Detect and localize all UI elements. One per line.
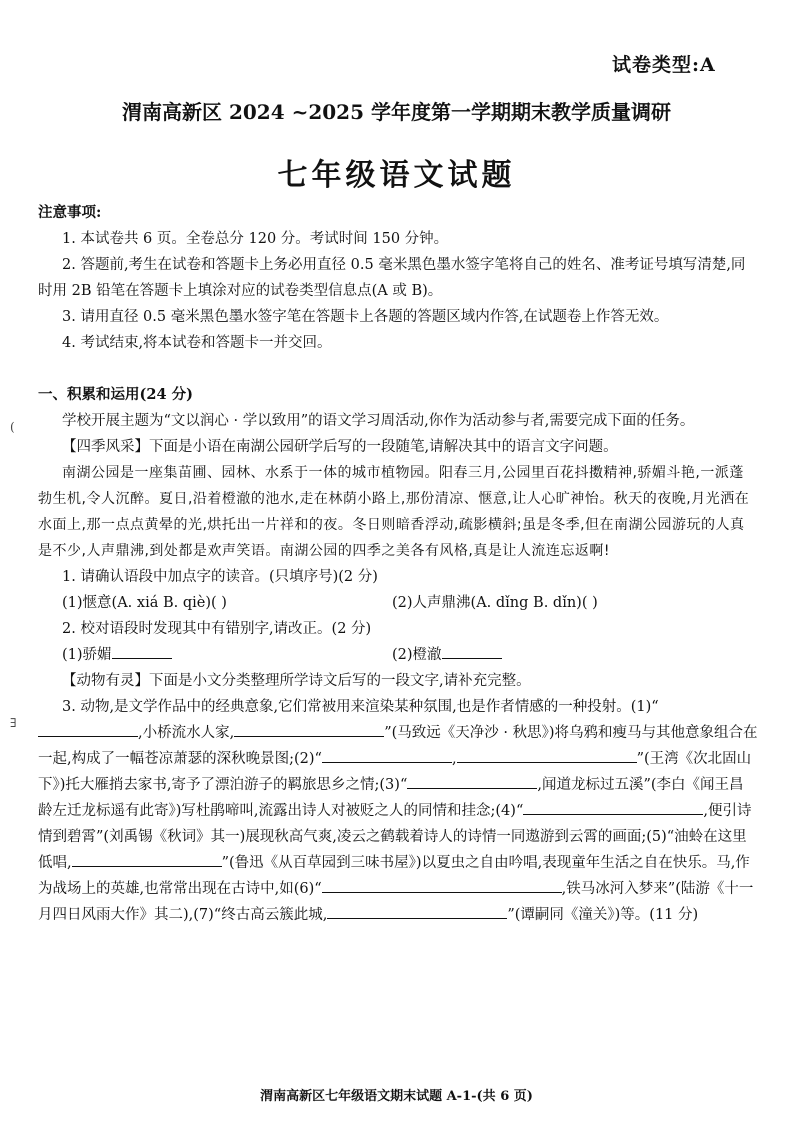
page-footer: 渭南高新区七年级语文期末试题 A-1-(共 6 页) <box>260 1089 533 1104</box>
exam-header-title: 渭南高新区 2024 ~2025 学年度第一学期期末教学质量调研 <box>122 100 671 124</box>
q3-text-9: ,铁马冰河入梦来”(陆游《十一月四日风雨大作》其二),(7)“终古高云簇此城, <box>38 881 754 923</box>
section-intro: 学校开展主题为“文以润心 · 学以致用”的语文学习周活动,你作为活动参与者,需要完成下面的任务。 <box>62 413 695 429</box>
answer-blank-3-4[interactable] <box>523 798 703 815</box>
question-3 <box>38 694 758 928</box>
answer-blank-3-7[interactable] <box>327 902 507 919</box>
essay-passage: 南湖公园是一座集苗圃、园林、水系于一体的城市植物园。阳春三月,公园里百花抖擞精神,骄媚斗艳,一派蓬勃生机,令人沉醉。夏日,沿着橙澈的池水,走在林荫小路上,那份清凉、惬意,让人心旷神怡。秋天的夜晚,月光洒在水面上,那一点点黄晕的光,烘托出一片祥和的夜。冬日则暗香浮动,疏影横斜;虽是冬季,但在南湖公园游玩的人真是不少,人声鼎沸,到处都是欢声笑语。南湖公园的四季之美各有风格,真是让人流连忘返啊! <box>38 465 750 559</box>
answer-blank-2a[interactable] <box>112 642 172 659</box>
question-1-option-a: (1)惬意(A. xiá B. qiè)( ) <box>62 595 227 611</box>
notice-item-2: 2. 答题前,考生在试卷和答题卡上务必用直径 0.5 毫米黑色墨水签字笔将自己的姓名、准考证号填写清楚,同时用 2B 铅笔在答题卡上填涂对应的试卷类型信息点(A 或 B)。 <box>38 257 746 299</box>
task-animals-intro: 【动物有灵】下面是小文分类整理所学诗文后写的一段文字,请补充完整。 <box>62 673 531 689</box>
exam-content <box>38 200 758 928</box>
section-title: 一、积累和运用(24 分) <box>38 386 193 403</box>
answer-blank-3-1b[interactable] <box>234 720 384 737</box>
notice-item-1: 1. 本试卷共 6 页。全卷总分 120 分。考试时间 150 分钟。 <box>62 231 449 247</box>
q3-text-4: , <box>451 751 457 767</box>
notice-title: 注意事项: <box>38 204 102 221</box>
question-1-options <box>38 590 758 616</box>
question-2-word-a: (1)骄媚 <box>62 647 112 663</box>
q3-text-3: ”(马致远《天净沙 · 秋思》)将乌鸦和瘦马与其他意象组合在一起,构成了一幅苍凉萧瑟的深秋晚景图;(2)“ <box>38 725 758 767</box>
question-2-item-b <box>392 642 502 668</box>
question-1-option-b: (2)人声鼎沸(A. dǐng B. dǐn)( ) <box>392 595 598 611</box>
q3-text-7: ,便引诗情到碧霄”(刘禹锡《秋词》其一)展现秋高气爽,凌云之鹤载着诗人的诗情一同遨游到云霄的画面;(5)“油蛉在这里低唱, <box>38 803 752 871</box>
margin-mark-2: ∃ <box>10 716 17 730</box>
answer-blank-3-5[interactable] <box>72 850 222 867</box>
q3-text-8: ”(鲁迅《从百草园到三味书屋》)以夏虫之自由吟唱,表现童年生活之自在快乐。马,作为战场上的英雄,也常常出现在古诗中,如(6)“ <box>38 855 750 897</box>
question-1: 1. 请确认语段中加点字的读音。(只填序号)(2 分) <box>62 569 378 585</box>
q3-text-5: ”(王湾《次北固山下》)托大雁捎去家书,寄予了漂泊游子的羁旅思乡之情;(3)“ <box>38 751 752 793</box>
notice-item-4: 4. 考试结束,将本试卷和答题卡一并交回。 <box>62 335 332 351</box>
answer-blank-3-2a[interactable] <box>322 746 452 763</box>
question-2-word-b: (2)橙澈 <box>392 647 442 663</box>
exam-type-label: 试卷类型:A <box>612 54 716 76</box>
subject-title: 七年级语文试题 <box>277 158 516 193</box>
task-seasons-intro: 【四季风采】下面是小语在南湖公园研学后写的一段随笔,请解决其中的语言文字问题。 <box>62 439 618 455</box>
answer-blank-3-2b[interactable] <box>457 746 637 763</box>
question-2: 2. 校对语段时发现其中有错别字,请改正。(2 分) <box>62 621 372 637</box>
q3-text-6: ,闻道龙标过五溪”(李白《闻王昌龄左迁龙标遥有此寄》)写杜鹃啼叫,流露出诗人对被贬之人的同情和挂念;(4)“ <box>38 777 744 819</box>
answer-blank-3-1a[interactable] <box>38 720 138 737</box>
answer-blank-3-3[interactable] <box>407 772 537 789</box>
notice-item-3: 3. 请用直径 0.5 毫米黑色墨水签字笔在答题卡上各题的答题区域内作答,在试题卷上作答无效。 <box>62 309 669 325</box>
answer-blank-2b[interactable] <box>442 642 502 659</box>
q3-text-10: ”(谭嗣同《潼关》)等。(11 分) <box>507 907 699 923</box>
question-2-items <box>38 642 758 668</box>
q3-text-2: ,小桥流水人家, <box>138 725 235 741</box>
answer-blank-3-6[interactable] <box>322 876 562 893</box>
q3-text-1: 3. 动物,是文学作品中的经典意象,它们常被用来渲染某种氛围,也是作者情感的一种投射。(1)“ <box>62 699 659 715</box>
margin-mark-1: ( <box>10 420 15 434</box>
question-2-item-a <box>62 642 392 668</box>
